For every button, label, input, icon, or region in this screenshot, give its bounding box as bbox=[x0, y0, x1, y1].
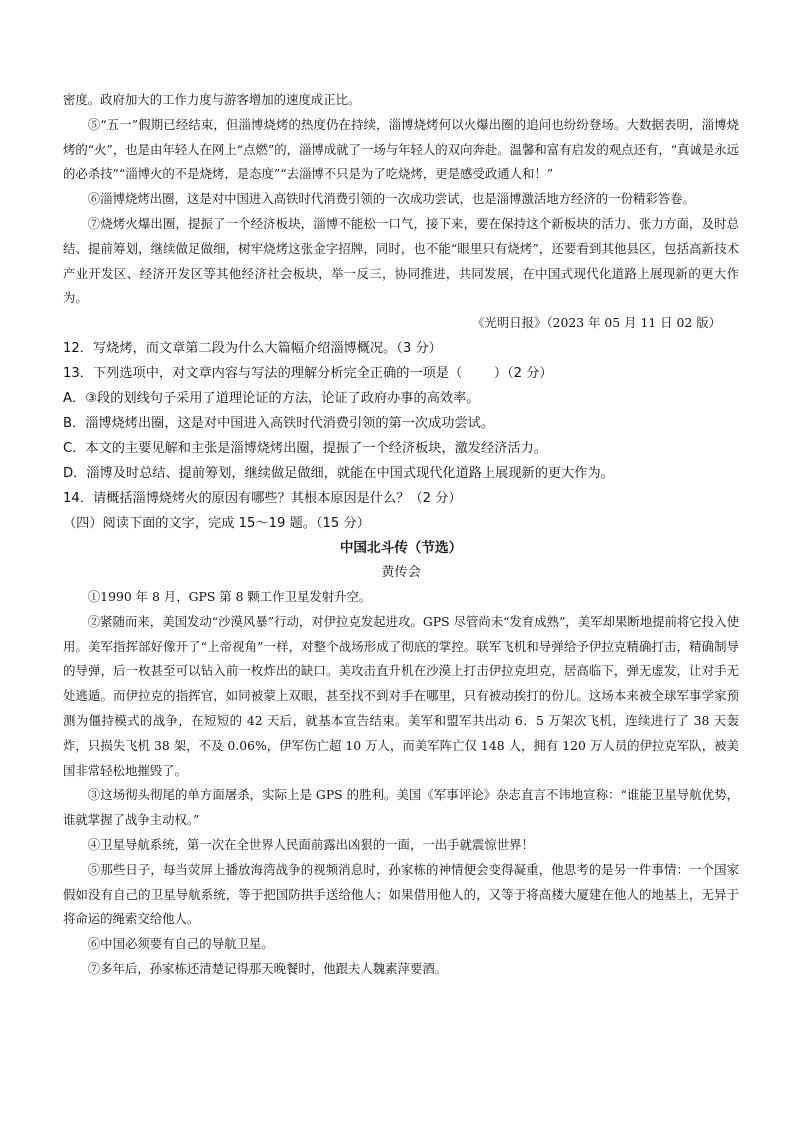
question-14: 14．请概括淄博烧烤火的原因有哪些？其根本原因是什么？（2 分） bbox=[63, 490, 462, 506]
reading-paragraph-5: ⑤那些日子，每当荧屏上播放海湾战争的视频消息时，孙家栋的神情便会变得凝重，他思考的是另一件事情：一个国家假如没有自己的卫星导航系统，等于把国防拱手送给他人；如果借用他人的，又等于将高楼大厦建在他人的地基上，无异于将命运的绳索交给他人。 bbox=[63, 861, 739, 927]
question-13 bbox=[63, 361, 739, 386]
reading-paragraph-6: ⑥中国必须要有自己的导航卫星。 bbox=[87, 936, 274, 952]
page-content bbox=[63, 88, 739, 982]
section-heading: （四）阅读下面的文字，完成 15～19 题。（15 分） bbox=[63, 515, 370, 531]
option-b: B．淄博烧烤出圈，这是对中国进入高铁时代消费引领的第一次成功尝试。 bbox=[63, 415, 495, 431]
article-paragraph-5: ⑤“五一”假期已经结束，但淄博烧烤的热度仍在持续，淄博烧烤何以火爆出圈的追问也纷纷登场。大数据表明，淄博烧烤的“火”，也是由年轻人在网上“点燃”的，淄博成就了一场与年轻人的双向奔赴。温馨和富有启发的观点还有，“真诚是永远的必杀技”“淄博火的不是烧烤，是态度”“去淄博不只是为了吃烧烤，更是感受政通人和！” bbox=[63, 116, 739, 182]
reading-title: 中国北斗传（节选） bbox=[339, 539, 463, 556]
option-a: A．③段的划线句子采用了道理论证的方法，论证了政府办事的高效率。 bbox=[63, 390, 480, 406]
article-paragraph-3-cont: 密度。政府加大的工作力度与游客增加的速度成正比。 bbox=[63, 92, 361, 107]
reading-paragraph-7: ⑦多年后，孙家栋还清楚记得那天晚餐时，他跟夫人魏素萍要酒。 bbox=[87, 960, 448, 976]
reading-paragraph-4: ④卫星导航系统，第一次在全世界人民面前露出凶狠的一面，一出手就震惊世界！ bbox=[87, 836, 534, 852]
question-13-score: ）（2 分） bbox=[493, 365, 553, 381]
reading-paragraph-1: ①1990 年 8 月，GPS 第 8 颗工作卫星发射升空。 bbox=[87, 588, 372, 604]
reading-paragraph-3: ③这场彻头彻尾的单方面屠杀，实际上是 GPS 的胜利。美国《军事评论》杂志直言不讳地宣称：“谁能卫星导航优势，谁就掌握了战争主动权。” bbox=[63, 787, 739, 828]
option-c: C．本文的主要见解和主张是淄博烧烤出圈，提振了一个经济板块，激发经济活力。 bbox=[63, 440, 547, 456]
question-13-stem: 13．下列选项中，对文章内容与写法的理解分析完全正确的一项是（ bbox=[63, 365, 463, 381]
reading-author: 黄传会 bbox=[381, 564, 421, 580]
reading-paragraph-2: ②紧随而来，美国发动“沙漠风暴”行动，对伊拉克发起进攻。GPS 尽管尚未“发育成熟”，美军却果断地提前将它投入使用。美军指挥部好像开了“上帝视角”一样，对整个战场形成了彻底的掌控。联军飞机和导弹给予伊拉克精确打击，精确制导的导弹，后一枚甚至可以钻入前一枚炸出的缺口。美攻击直升机在沙漠上打击伊拉克坦克，居高临下，弹无虚发，让对手无处逃遁。而伊拉克的指挥官，如同被蒙上双眼，甚至找不到对手在哪里，只有被动挨打的份儿。这场本来被全球军事学家预测为僵持模式的战争，在短短的 42 天后，就基本宣告结束。美军和盟军共出动 6．5 万架次飞机，连续进行了 38 天轰炸，只损失飞机 38 架，不及 0.06%，伊军伤亡超 10 万人，而美军阵亡仅 148 人，拥有 120 万人员的伊拉克军队，被美国非常轻松地摧毁了。 bbox=[63, 613, 739, 778]
option-d: D．淄博及时总结、提前筹划，继续做足做细，就能在中国式现代化道路上展现新的更大作为。 bbox=[63, 465, 614, 481]
article-paragraph-6: ⑥淄博烧烤出圈，这是对中国进入高铁时代消费引领的一次成功尝试，也是淄博激活地方经济的一份精彩答卷。 bbox=[87, 191, 695, 207]
question-12: 12．写烧烤，而文章第二段为什么大篇幅介绍淄博概况。（3 分） bbox=[63, 340, 442, 356]
article-paragraph-7: ⑦烧烤火爆出圈，提振了一个经济板块，淄博不能松一口气，接下来，要在保持这个新板块的活力、张力方面，及时总结、提前筹划，继续做足做细，树牢烧烤这张金字招牌，同时，也不能“眼里只有烧烤”，还要看到其他县区，包括高新技术产业开发区、经济开发区等其他经济社会板块，举一反三，协同推进，共同发展，在中国式现代化道路上展现新的更大作为。 bbox=[63, 215, 739, 306]
article-source: 《光明日报》（2023 年 05 月 11 日 02 版） bbox=[472, 315, 721, 331]
